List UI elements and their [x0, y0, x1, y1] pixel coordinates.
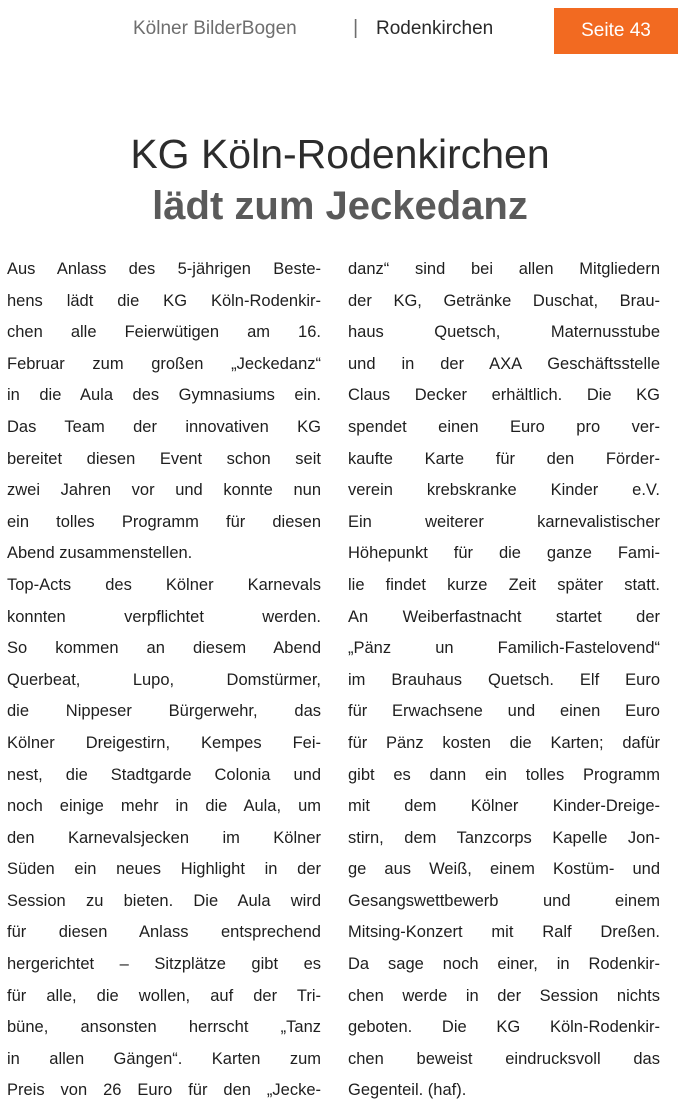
article-column-right: [348, 254, 660, 1107]
text-line: Ein weiterer karnevalistischer: [348, 512, 660, 531]
text-line: So kommen an diesem Abend: [7, 639, 321, 658]
text-line: mit dem Kölner Kinder-Dreige-: [348, 797, 660, 816]
text-line: Aus Anlass des 5-jährigen Beste-: [7, 260, 321, 278]
text-line: geboten. Die KG Köln-Rodenkir-: [348, 1018, 660, 1037]
text-line: Session zu bieten. Die Aula wird: [7, 891, 321, 910]
text-line: Februar zum großen „Jeckedanz“: [7, 354, 321, 373]
headline-line-2: lädt zum Jeckedanz: [152, 184, 528, 228]
text-line: zwei Jahren vor und konnte nun: [7, 481, 321, 500]
text-line: haus Quetsch, Maternusstube: [348, 323, 660, 342]
article-column-left: [7, 254, 321, 1107]
text-line: kaufte Karte für den Förder-: [348, 449, 660, 468]
text-line: Mitsing-Konzert mit Ralf Dreßen.: [348, 923, 660, 942]
text-line: Querbeat, Lupo, Domstürmer,: [7, 670, 321, 689]
text-line: ein tolles Programm für diesen: [7, 512, 321, 531]
text-line: den Karnevalsjecken im Kölner: [7, 828, 321, 847]
article-headline: [0, 128, 680, 231]
text-line: konnten verpflichtet werden.: [7, 607, 321, 626]
text-line: Abend zusammenstellen.: [7, 544, 193, 563]
text-line: für Erwachsene und einen Euro: [348, 702, 660, 721]
text-line: verein krebskranke Kinder e.V.: [348, 481, 660, 500]
text-line: in die Aula des Gymnasiums ein.: [7, 386, 321, 405]
text-line: chen alle Feierwütigen am 16.: [7, 323, 321, 342]
text-line: Preis von 26 Euro für den „Jecke-: [7, 1081, 321, 1100]
page-header: [0, 0, 680, 62]
text-line: nest, die Stadtgarde Colonia und: [7, 765, 321, 784]
page-number-badge: Seite 43: [554, 8, 678, 54]
text-line: in allen Gängen“. Karten zum: [7, 1049, 321, 1068]
headline-line-1: KG Köln-Rodenkirchen: [130, 131, 550, 177]
text-line: hergerichtet – Sitzplätze gibt es: [7, 955, 321, 974]
text-line: Top-Acts des Kölner Karnevals: [7, 575, 321, 594]
text-line: für alle, die wollen, auf der Tri-: [7, 986, 321, 1005]
text-line: chen beweist eindrucksvoll das: [348, 1049, 660, 1068]
text-line: Gesangswettbewerb und einem: [348, 891, 660, 910]
text-line: Kölner Dreigestirn, Kempes Fei-: [7, 733, 321, 752]
text-line: danz“ sind bei allen Mitgliedern: [348, 260, 660, 278]
text-line: Gegenteil. (haf).: [348, 1081, 467, 1100]
text-line: Süden ein neues Highlight in der: [7, 860, 321, 879]
text-line: bereitet diesen Event schon seit: [7, 449, 321, 468]
text-line: büne, ansonsten herrscht „Tanz: [7, 1018, 321, 1037]
text-line: lie findet kurze Zeit später statt.: [348, 575, 660, 594]
text-line: noch einige mehr in die Aula, um: [7, 797, 321, 816]
text-line: spendet einen Euro pro ver-: [348, 417, 660, 436]
section-name: Rodenkirchen: [376, 18, 494, 39]
text-line: die Nippeser Bürgerwehr, das: [7, 702, 321, 721]
text-line: Das Team der innovativen KG: [7, 417, 321, 436]
text-line: Höhepunkt für die ganze Fami-: [348, 544, 660, 563]
text-line: „Pänz un Familich-Fastelovend“: [348, 639, 660, 658]
text-line: chen werde in der Session nichts: [348, 986, 660, 1005]
text-line: Claus Decker erhältlich. Die KG: [348, 386, 660, 405]
header-separator: |: [353, 17, 359, 39]
text-line: hens lädt die KG Köln-Rodenkir-: [7, 291, 321, 310]
text-line: Da sage noch einer, in Rodenkir-: [348, 955, 660, 974]
text-line: und in der AXA Geschäftsstelle: [348, 354, 660, 373]
text-line: An Weiberfastnacht startet der: [348, 607, 660, 626]
text-line: gibt es dann ein tolles Programm: [348, 765, 660, 784]
text-line: im Brauhaus Quetsch. Elf Euro: [348, 670, 660, 689]
text-line: ge aus Weiß, einem Kostüm- und: [348, 860, 660, 879]
text-line: der KG, Getränke Duschat, Brau-: [348, 291, 660, 310]
text-line: für diesen Anlass entsprechend: [7, 923, 321, 942]
text-line: stirn, dem Tanzcorps Kapelle Jon-: [348, 828, 660, 847]
publication-name: Kölner BilderBogen: [133, 18, 297, 39]
text-line: für Pänz kosten die Karten; dafür: [348, 733, 660, 752]
